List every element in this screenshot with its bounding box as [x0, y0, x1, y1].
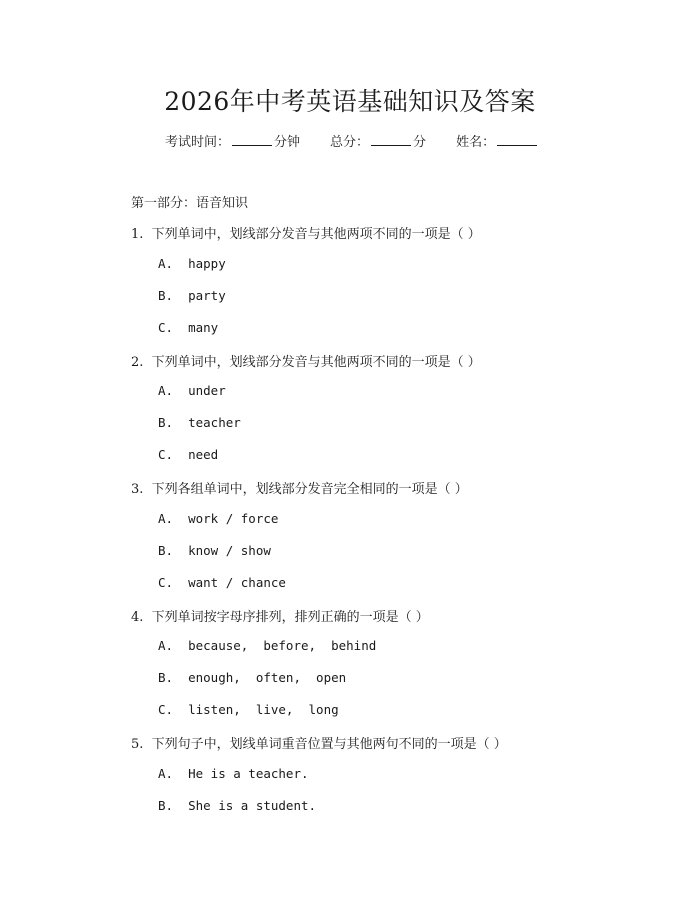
section-heading: 第一部分：语音知识 [131, 196, 249, 211]
score-unit: 分 [413, 135, 427, 150]
option-2c: C. need [158, 447, 219, 462]
name-field [456, 131, 539, 150]
option-4c: C. listen, live, long [158, 702, 339, 717]
exam-meta [165, 131, 539, 150]
option-4b: B. enough, often, open [158, 670, 347, 685]
score-label: 总分： [330, 135, 370, 150]
option-3a: A. work / force [158, 511, 279, 526]
option-5b: B. She is a student. [158, 798, 317, 813]
option-1a: A. happy [158, 256, 226, 271]
option-1b: B. party [158, 288, 226, 303]
option-2b: B. teacher [158, 415, 241, 430]
question-4: 4. 下列单词按字母序排列，排列正确的一项是（ ） [131, 610, 429, 625]
question-1: 1. 下列单词中，划线部分发音与其他两项不同的一项是（ ） [131, 227, 481, 242]
option-1c: C. many [158, 320, 219, 335]
score-blank [371, 134, 411, 146]
time-unit: 分钟 [274, 135, 301, 150]
option-5a: A. He is a teacher. [158, 766, 309, 781]
option-2a: A. under [158, 383, 226, 398]
page-title: 2026年中考英语基础知识及答案 [164, 87, 536, 116]
time-field [165, 131, 300, 150]
time-label: 考试时间： [165, 135, 231, 150]
score-field [330, 131, 426, 150]
option-3c: C. want / chance [158, 575, 286, 590]
time-blank [232, 134, 272, 146]
name-blank [497, 134, 537, 146]
option-4a: A. because, before, behind [158, 638, 377, 653]
question-5: 5. 下列句子中，划线单词重音位置与其他两句不同的一项是（ ） [131, 737, 507, 752]
question-3: 3. 下列各组单词中，划线部分发音完全相同的一项是（ ） [131, 482, 468, 497]
option-3b: B. know / show [158, 543, 271, 558]
question-2: 2. 下列单词中，划线部分发音与其他两项不同的一项是（ ） [131, 355, 481, 370]
name-label: 姓名： [456, 135, 496, 150]
